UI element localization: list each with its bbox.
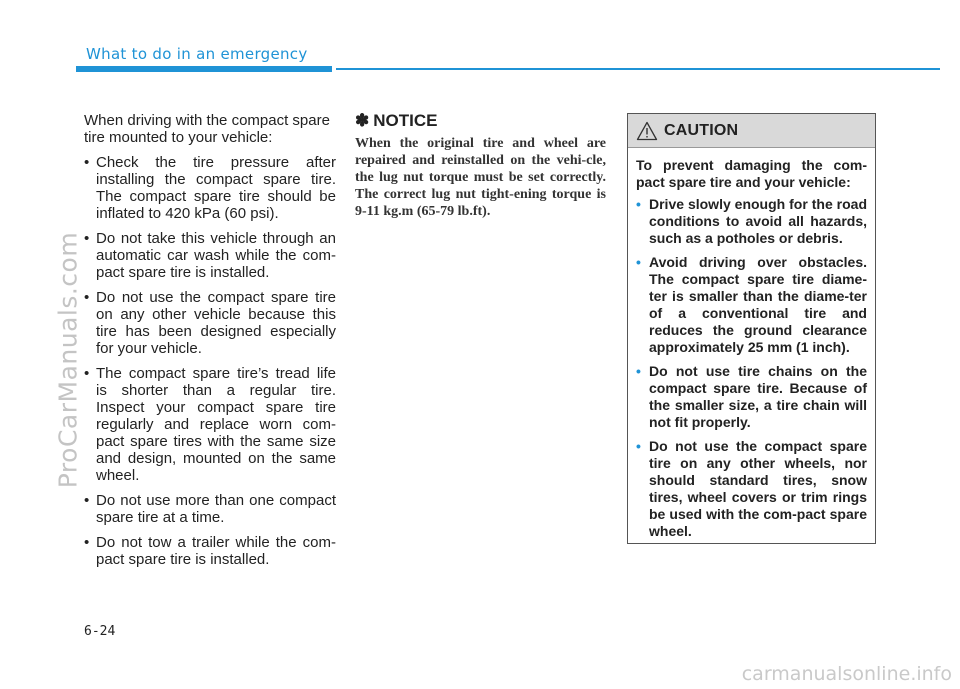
header-rule-thin xyxy=(336,68,940,70)
list-item xyxy=(84,230,336,281)
caution-item-text: Avoid driving over obstacles. The compact spare tire diame-ter is smaller than the diame-ter of a conventional tire and reduces the ground clearance approximately 25 mm (1 inch). xyxy=(649,254,867,355)
caution-item-text: Do not use tire chains on the compact spare tire. Because of the smaller size, a tire chain will not fit properly. xyxy=(649,363,867,430)
list-item-text: The compact spare tire’s tread life is shorter than a regular tire. Inspect your compact spare tire regularly and replace worn com-pact spare tires with the same size and design, mounted on the same wheel. xyxy=(96,365,336,484)
bullet-icon: • xyxy=(84,230,90,247)
list-item xyxy=(84,365,336,484)
caution-list xyxy=(636,196,867,540)
side-watermark: ProCarManuals.com xyxy=(53,231,83,489)
list-item xyxy=(84,534,336,568)
bullet-icon: • xyxy=(84,154,90,171)
left-column xyxy=(84,112,336,576)
bullet-icon: • xyxy=(636,196,641,212)
bullet-icon: • xyxy=(84,534,90,551)
caution-intro: To prevent damaging the com-pact spare tire and your vehicle: xyxy=(636,157,867,190)
notice-section xyxy=(355,111,606,220)
caution-list-item xyxy=(636,254,867,356)
caution-item-text: Drive slowly enough for the road conditions to avoid all hazards, such as a potholes or debris. xyxy=(649,196,867,246)
list-item-text: Check the tire pressure after installing the compact spare tire. The compact spare tire should be inflated to 420 kPa (60 psi). xyxy=(96,154,336,222)
caution-list-item xyxy=(636,363,867,431)
list-item-text: Do not use more than one compact spare tire at a time. xyxy=(96,492,336,526)
list-item-text: Do not tow a trailer while the com-pact spare tire is installed. xyxy=(96,534,336,568)
caution-box xyxy=(627,113,876,544)
list-item xyxy=(84,154,336,222)
bottom-watermark: carmanualsonline.info xyxy=(741,663,952,685)
bullet-icon: • xyxy=(84,289,90,306)
warning-triangle-icon xyxy=(636,121,658,141)
list-item xyxy=(84,492,336,526)
left-bullet-list xyxy=(84,154,336,568)
caution-list-item xyxy=(636,438,867,540)
notice-body: When the original tire and wheel are repaired and reinstalled on the vehi-cle, the lug nut torque must be set correctly. The correct lug nut tight-ening torque is 9-11 kg.m (65-79 lb.ft). xyxy=(355,136,606,219)
caution-item-text: Do not use the compact spare tire on any other wheels, nor should standard tires, snow tires, wheel covers or trim rings be used with the com-pact spare wheel. xyxy=(649,438,867,539)
list-item-text: Do not use the compact spare tire on any other vehicle because this tire has been designed especially for your vehicle. xyxy=(96,289,336,357)
section-title: What to do in an emergency xyxy=(86,45,308,63)
page-number: 6-24 xyxy=(84,624,116,639)
left-intro: When driving with the compact spare tire mounted to your vehicle: xyxy=(84,112,330,146)
bullet-icon: • xyxy=(84,365,90,382)
list-item-text: Do not take this vehicle through an automatic car wash while the com-pact spare tire is installed. xyxy=(96,230,336,281)
notice-title: NOTICE xyxy=(373,111,438,130)
caution-header xyxy=(628,114,875,148)
list-item xyxy=(84,289,336,357)
caution-list-item xyxy=(636,196,867,247)
bullet-icon: • xyxy=(636,254,641,270)
bullet-icon: • xyxy=(636,438,641,454)
caution-content xyxy=(628,148,875,540)
bullet-icon: • xyxy=(636,363,641,379)
caution-title: CAUTION xyxy=(664,121,739,139)
header-rule-thick xyxy=(76,66,332,72)
notice-star-icon: ✽ xyxy=(355,111,370,130)
notice-heading xyxy=(355,111,606,131)
bullet-icon: • xyxy=(84,492,90,509)
